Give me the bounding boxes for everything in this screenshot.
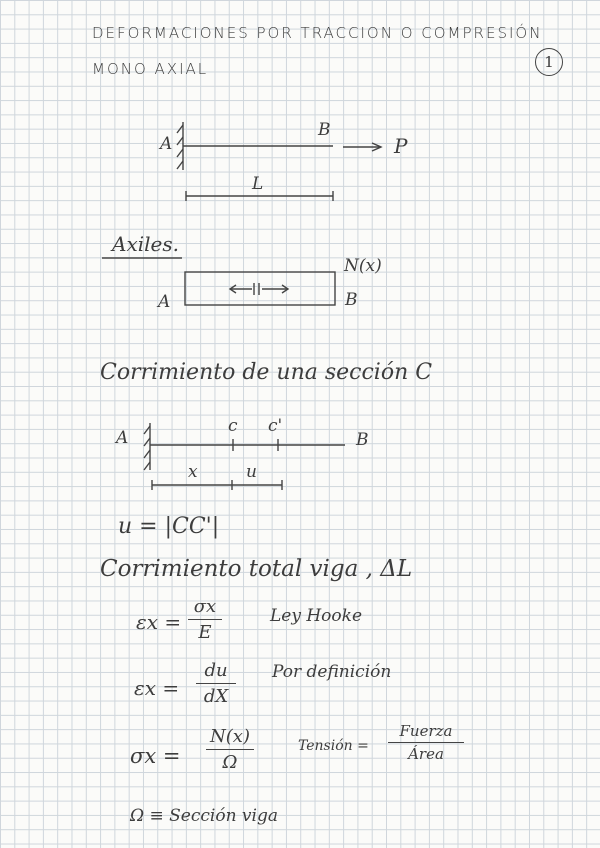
eq3-note-fraction (388, 722, 464, 763)
eq1-lhs: εx = (136, 610, 182, 634)
axiles-point-b: B (345, 290, 358, 310)
dist-u: u (246, 462, 257, 482)
eq1-note: Ley Hooke (270, 606, 363, 626)
eq3-note-label: Tensión = (298, 738, 369, 754)
axiles-point-a: A (158, 292, 171, 312)
eq2-fraction (196, 660, 236, 707)
eq3-fraction (206, 726, 254, 773)
title-line-1: DEFORMACIONES POR TRACCION O COMPRESIÓN (92, 24, 543, 42)
eq2-lhs: εx = (134, 676, 180, 700)
eq2-note: Por definición (272, 662, 392, 682)
total-heading: Corrimiento total viga , ΔL (100, 556, 413, 582)
corrimiento-heading: Corrimiento de una sección C (100, 360, 433, 385)
eq3-note-num: Fuerza (399, 722, 453, 740)
axial-force-box (185, 272, 335, 305)
normal-force-label: N(x) (344, 256, 382, 276)
corr-point-a: A (116, 428, 129, 448)
point-a-1: A (160, 134, 173, 154)
corr-point-b: B (356, 430, 369, 450)
point-c: c (228, 416, 238, 436)
point-b-1: B (318, 120, 331, 140)
eq1-fraction (188, 596, 222, 643)
eq3-num: N(x) (210, 726, 250, 747)
length-label: L (252, 174, 264, 194)
axiles-heading: Axiles. (112, 232, 179, 256)
force-label: P (394, 134, 408, 158)
eq3-lhs: σx = (130, 744, 181, 768)
title-line-2: MONO AXIAL (92, 60, 209, 78)
point-c-prime: c' (268, 416, 283, 436)
eq2-den: dX (203, 686, 229, 707)
eq3-note-den: Área (408, 745, 444, 763)
eq1-num: σx (193, 596, 217, 617)
u-definition: u = |CC'| (118, 514, 220, 539)
eq3-den: Ω (222, 752, 238, 773)
page-number: 1 (535, 48, 563, 76)
dist-x: x (188, 462, 198, 482)
eq2-num: du (204, 660, 228, 681)
eq1-den: E (198, 622, 212, 643)
eq4-text: Ω ≡ Sección viga (130, 806, 278, 826)
